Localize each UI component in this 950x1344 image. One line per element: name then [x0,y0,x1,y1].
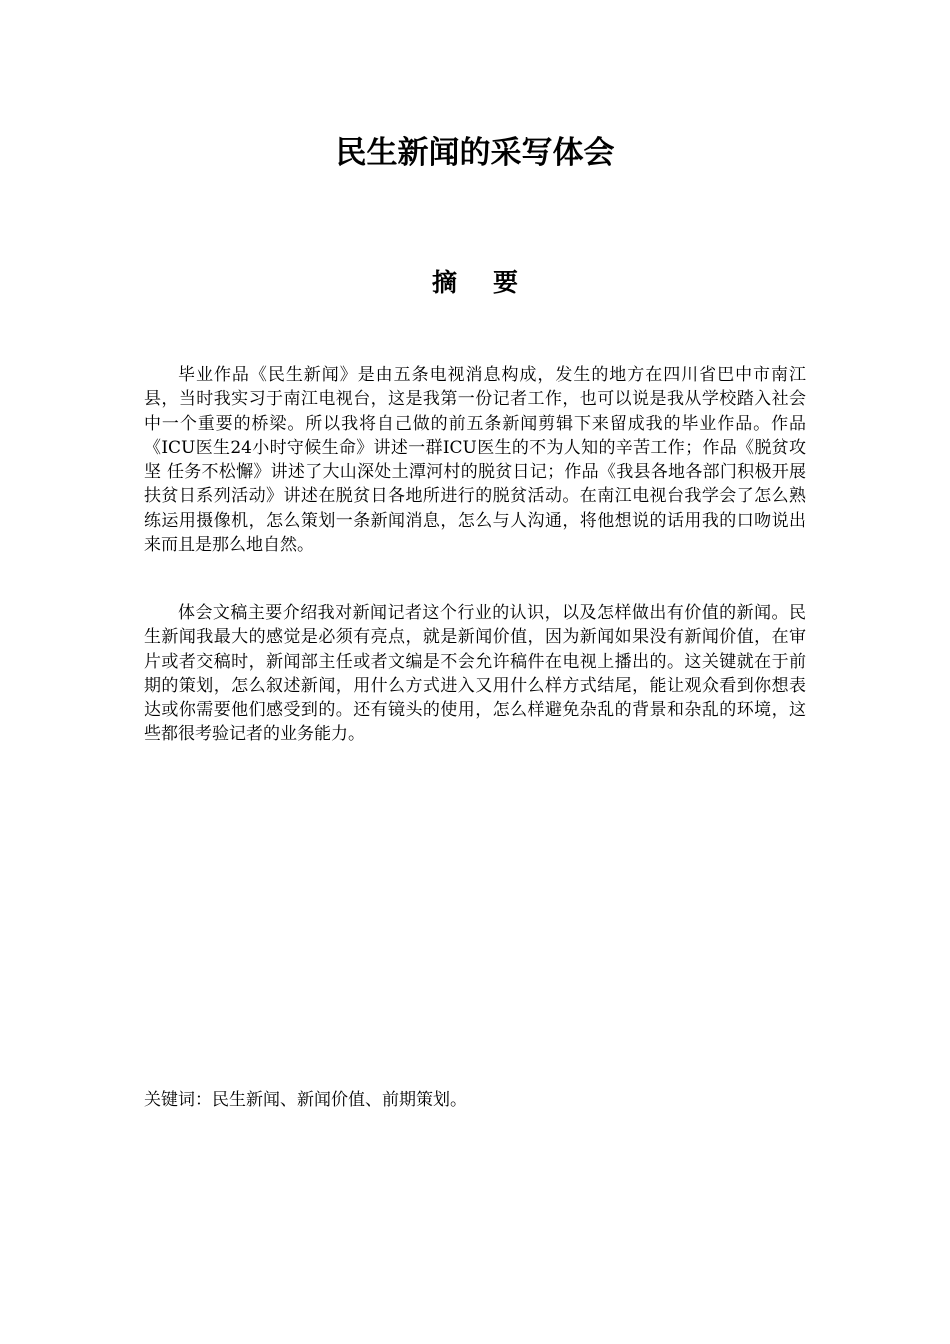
abstract-paragraph-2: 体会文稿主要介绍我对新闻记者这个行业的认识，以及怎样做出有价值的新闻。民生新闻我最大的感觉是必须有亮点，就是新闻价值，因为新闻如果没有新闻价值，在审片或者交稿时，新闻部主任或者文编是不会允许稿件在电视上播出的。这关键就在于前期的策划，怎么叙述新闻，用什么方式进入又用什么样方式结尾，能让观众看到你想表达或你需要他们感受到的。还有镜头的使用，怎么样避免杂乱的背景和杂乱的环境，这些都很考验记者的业务能力。 [144,603,806,745]
abstract-heading: 摘要 [431,268,554,297]
abstract-paragraph-1: 毕业作品《民生新闻》是由五条电视消息构成，发生的地方在四川省巴中市南江县，当时我实习于南江电视台，这是我第一份记者工作，也可以说是我从学校踏入社会中一个重要的桥梁。所以我将自己做的前五条新闻剪辑下来留成我的毕业作品。作品《ICU医生24小时守候生命》讲述一群ICU医生的不为人知的辛苦工作；作品《脱贫攻坚 任务不松懈》讲述了大山深处土潭河村的脱贫日记；作品《我县各地各部门积极开展扶贫日系列活动》讲述在脱贫日各地所进行的脱贫活动。在南江电视台我学会了怎么熟练运用摄像机，怎么策划一条新闻消息，怎么与人沟通，将他想说的话用我的口吻说出来而且是那么地自然。 [144,365,806,556]
keywords-line: 关键词：民生新闻、新闻价值、前期策划。 [144,1090,467,1110]
document-title: 民生新闻的采写体会 [335,135,615,171]
